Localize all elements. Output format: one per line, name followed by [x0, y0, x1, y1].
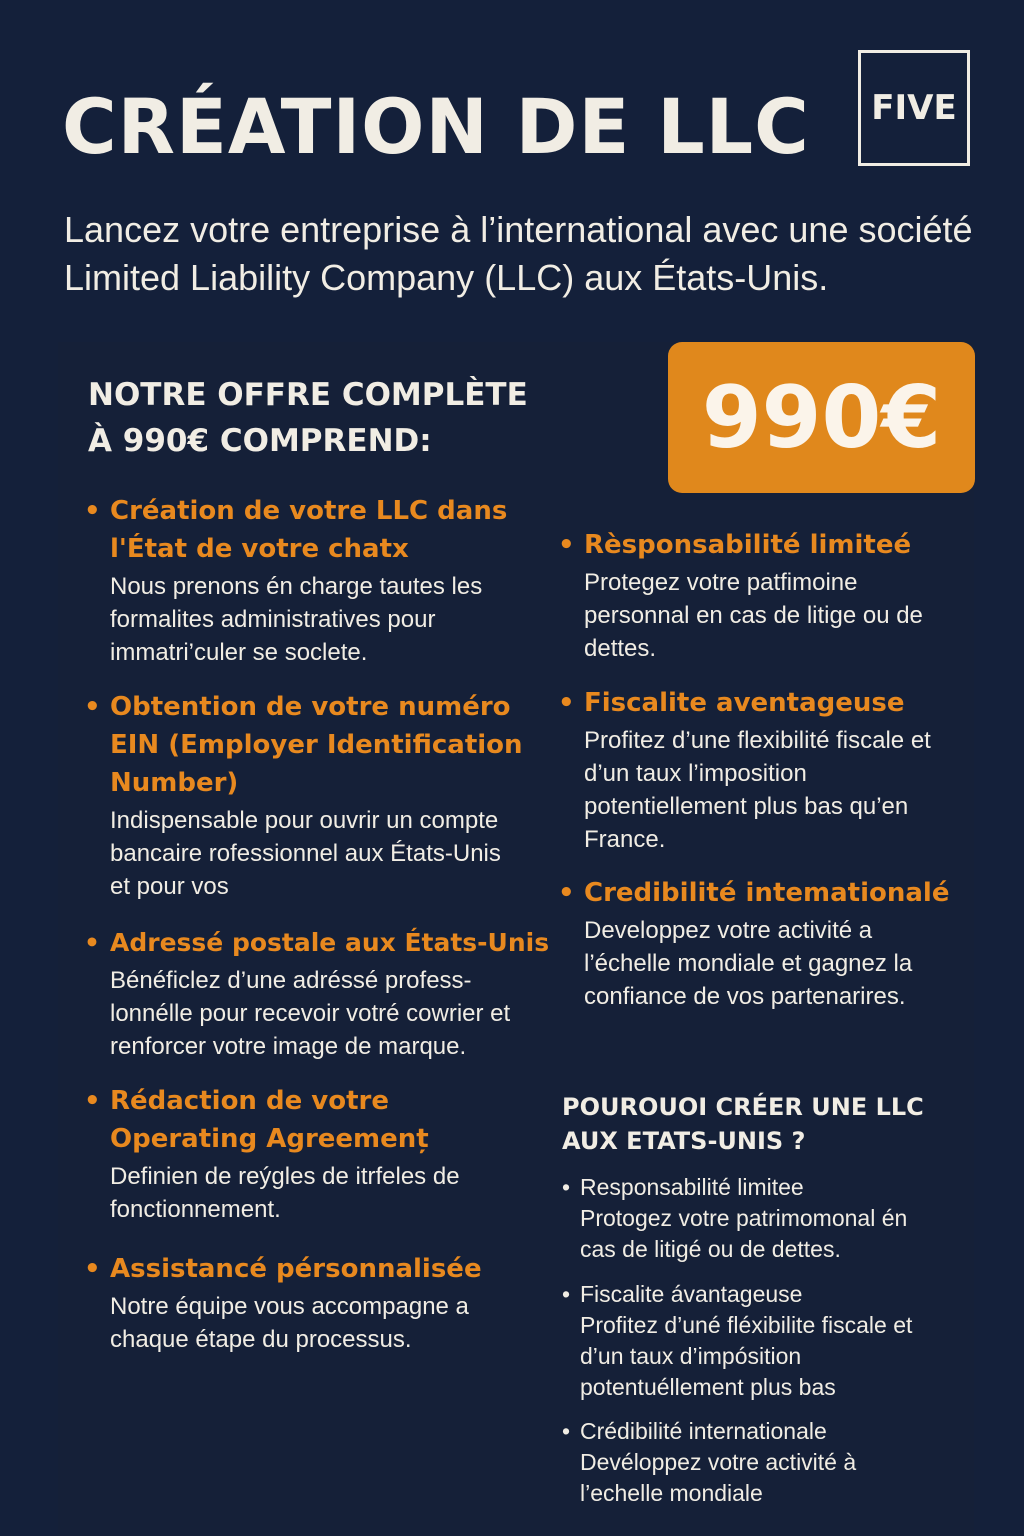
feature-description: Definien de reýgles de itrfeles de fonctionnement. [110, 1163, 460, 1223]
why-item-liability [562, 1172, 982, 1265]
feature-description: Protegez votre patfimoine personnal en cas de litige ou de dettes. [584, 569, 923, 662]
why-item-description: Profitez d’uné fléxibilite fiscale et d’un taux d’impósition potentuéllement plus bas [580, 1312, 913, 1400]
feature-title: • Adressé postale aux États-Unis [84, 924, 554, 962]
feature-item-llc-creation [84, 492, 534, 669]
feature-title: • Fiscalite aventageuse [558, 684, 978, 722]
offer-heading [88, 372, 608, 464]
feature-title: • Rédaction de votre Operating Agreemenț [84, 1082, 440, 1158]
feature-title: • Credibilité intemationalé [558, 874, 978, 912]
why-item-tax [562, 1279, 982, 1403]
price-badge: 990€ [668, 342, 975, 493]
offer-heading-line2: À 990€ COMPREND: [88, 423, 432, 459]
why-item-title: • Fiscalite ávantageuse [562, 1279, 982, 1310]
feature-item-credibility [558, 874, 978, 1013]
brand-logo: FIVE [858, 50, 970, 166]
feature-item-ein [84, 688, 534, 903]
feature-item-limited-liability [558, 526, 978, 665]
feature-item-tax-advantage [558, 684, 978, 856]
why-heading: POUROUOI CRÉER UNE LLC AUX ETATS-UNIS ? [562, 1093, 924, 1155]
feature-item-postal-address [84, 924, 554, 1063]
feature-title: • Rèsponsabilité limiteé [558, 526, 978, 564]
feature-description: Notre équipe vous accompagne a chaque étape du processus. [110, 1293, 469, 1353]
feature-item-assistance [84, 1250, 534, 1356]
why-item-description: Devéloppez votre activité à l’echelle mondiale [580, 1449, 857, 1506]
feature-description: Bénéficlez d’une adréssé profess-lonnélle pour recevoir votré cowrier et renforcer votre image de marque. [110, 967, 511, 1060]
why-item-title: • Crédibilité internationale [562, 1416, 982, 1447]
feature-title: • Création de votre LLC dans l'État de votre chatx [84, 492, 534, 568]
feature-title: • Obtention de votre numéro EIN (Employer Identification Number) [84, 688, 534, 802]
feature-description: Developpez votre activité a l’échelle mondiale et gagnez la confiance de vos partenarires. [584, 917, 913, 1010]
page-subtitle: Lancez votre entreprise à l’international avec une société Limited Liability Company (LLC) aux États-Unis. [64, 209, 973, 298]
feature-description: Profitez d’une flexibilité fiscale et d’un taux l’imposition potentiellement plus bas qu’en France. [584, 727, 931, 853]
why-item-title: • Responsabilité limitee [562, 1172, 982, 1203]
page-title: CRÉATION DE LLC [62, 82, 810, 171]
feature-item-operating-agreement [84, 1082, 534, 1226]
offer-heading-line1: NOTRE OFFRE COMPLÈTE [88, 377, 528, 413]
why-item-description: Protogez votre patrimomonal én cas de litigé ou de dettes. [580, 1205, 908, 1262]
feature-description: Indispensable pour ouvrir un compte bancaire rofessionnel aux États-Unis et pour vos [110, 807, 501, 900]
feature-description: Nous prenons én charge tautes les formalites administratives pour immatri’culer se soclete. [110, 573, 483, 666]
feature-title: • Assistancé pérsonnalisée [84, 1250, 534, 1288]
why-item-credibility [562, 1416, 982, 1509]
